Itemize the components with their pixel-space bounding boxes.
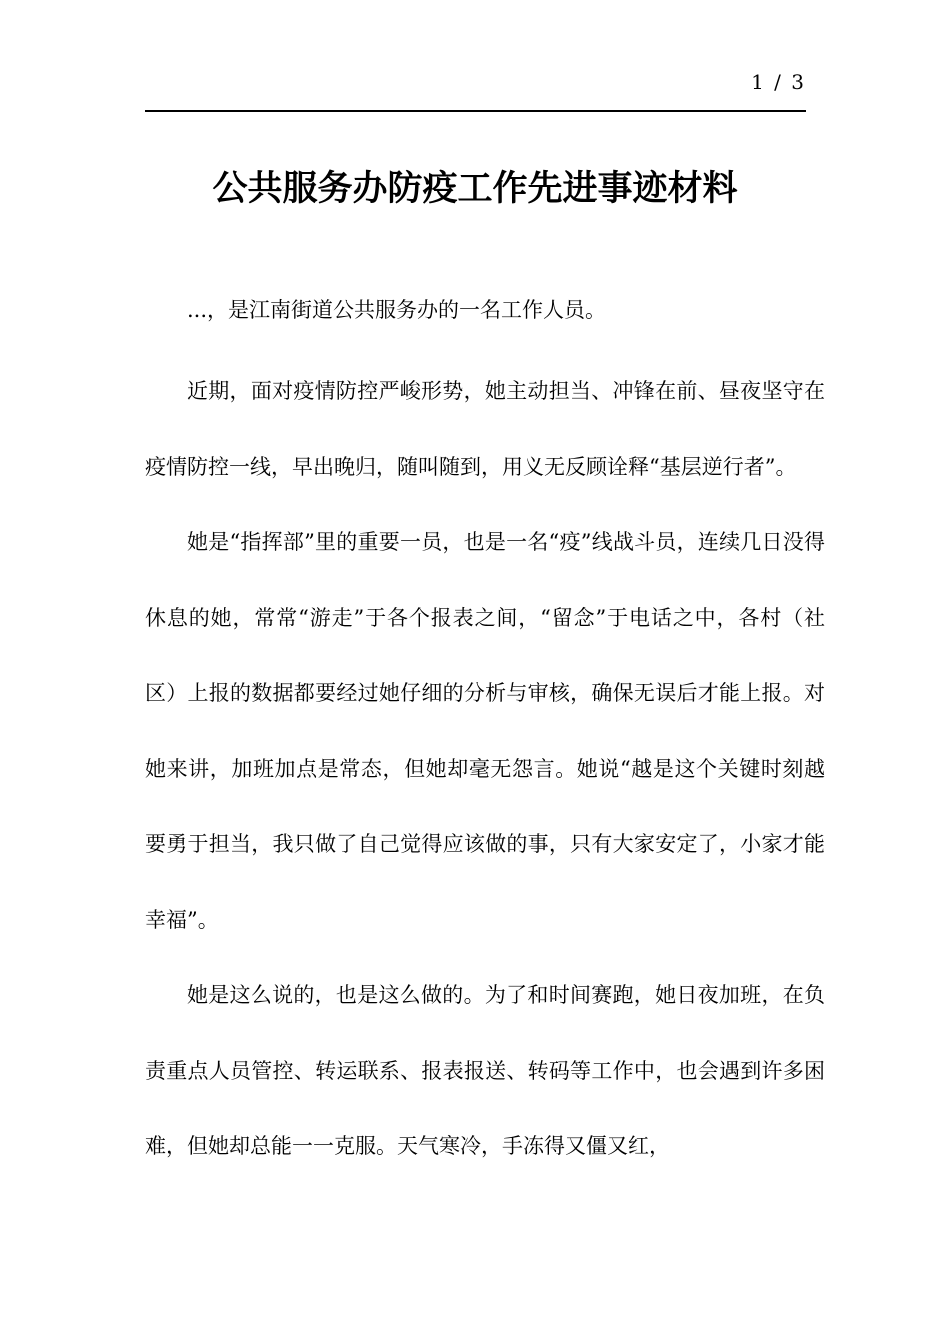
document-body: [145, 290, 825, 1185]
document-title: 公共服务办防疫工作先进事迹材料: [212, 169, 738, 209]
paragraph-3: 她是“指挥部”里的重要一员，也是一名“疫”线战斗员，连续几日没得休息的她，常常“游走”于各个报表之间，“留念”于电话之中，各村（社区）上报的数据都要经过她仔细的分析与审核，确保无误后才能上报。对她来讲，加班加点是常态，但她却毫无怨言。她说“越是这个关键时刻越要勇于担当，我只做了自己觉得应该做的事，只有大家安定了，小家才能幸福”。: [145, 530, 825, 932]
paragraph-2: 近期，面对疫情防控严峻形势，她主动担当、冲锋在前、昼夜坚守在疫情防控一线，早出晚归，随叫随到，用义无反顾诠释“基层逆行者”。: [145, 379, 825, 479]
paragraph-1: ...，是江南街道公共服务办的一名工作人员。: [187, 298, 607, 322]
header-divider: [145, 110, 806, 112]
page-number: 1 / 3: [751, 70, 806, 94]
paragraph-4: 她是这么说的，也是这么做的。为了和时间赛跑，她日夜加班，在负责重点人员管控、转运联系、报表报送、转码等工作中，也会遇到许多困难，但她却总能一一克服。天气寒冷，手冻得又僵又红，: [145, 983, 825, 1158]
